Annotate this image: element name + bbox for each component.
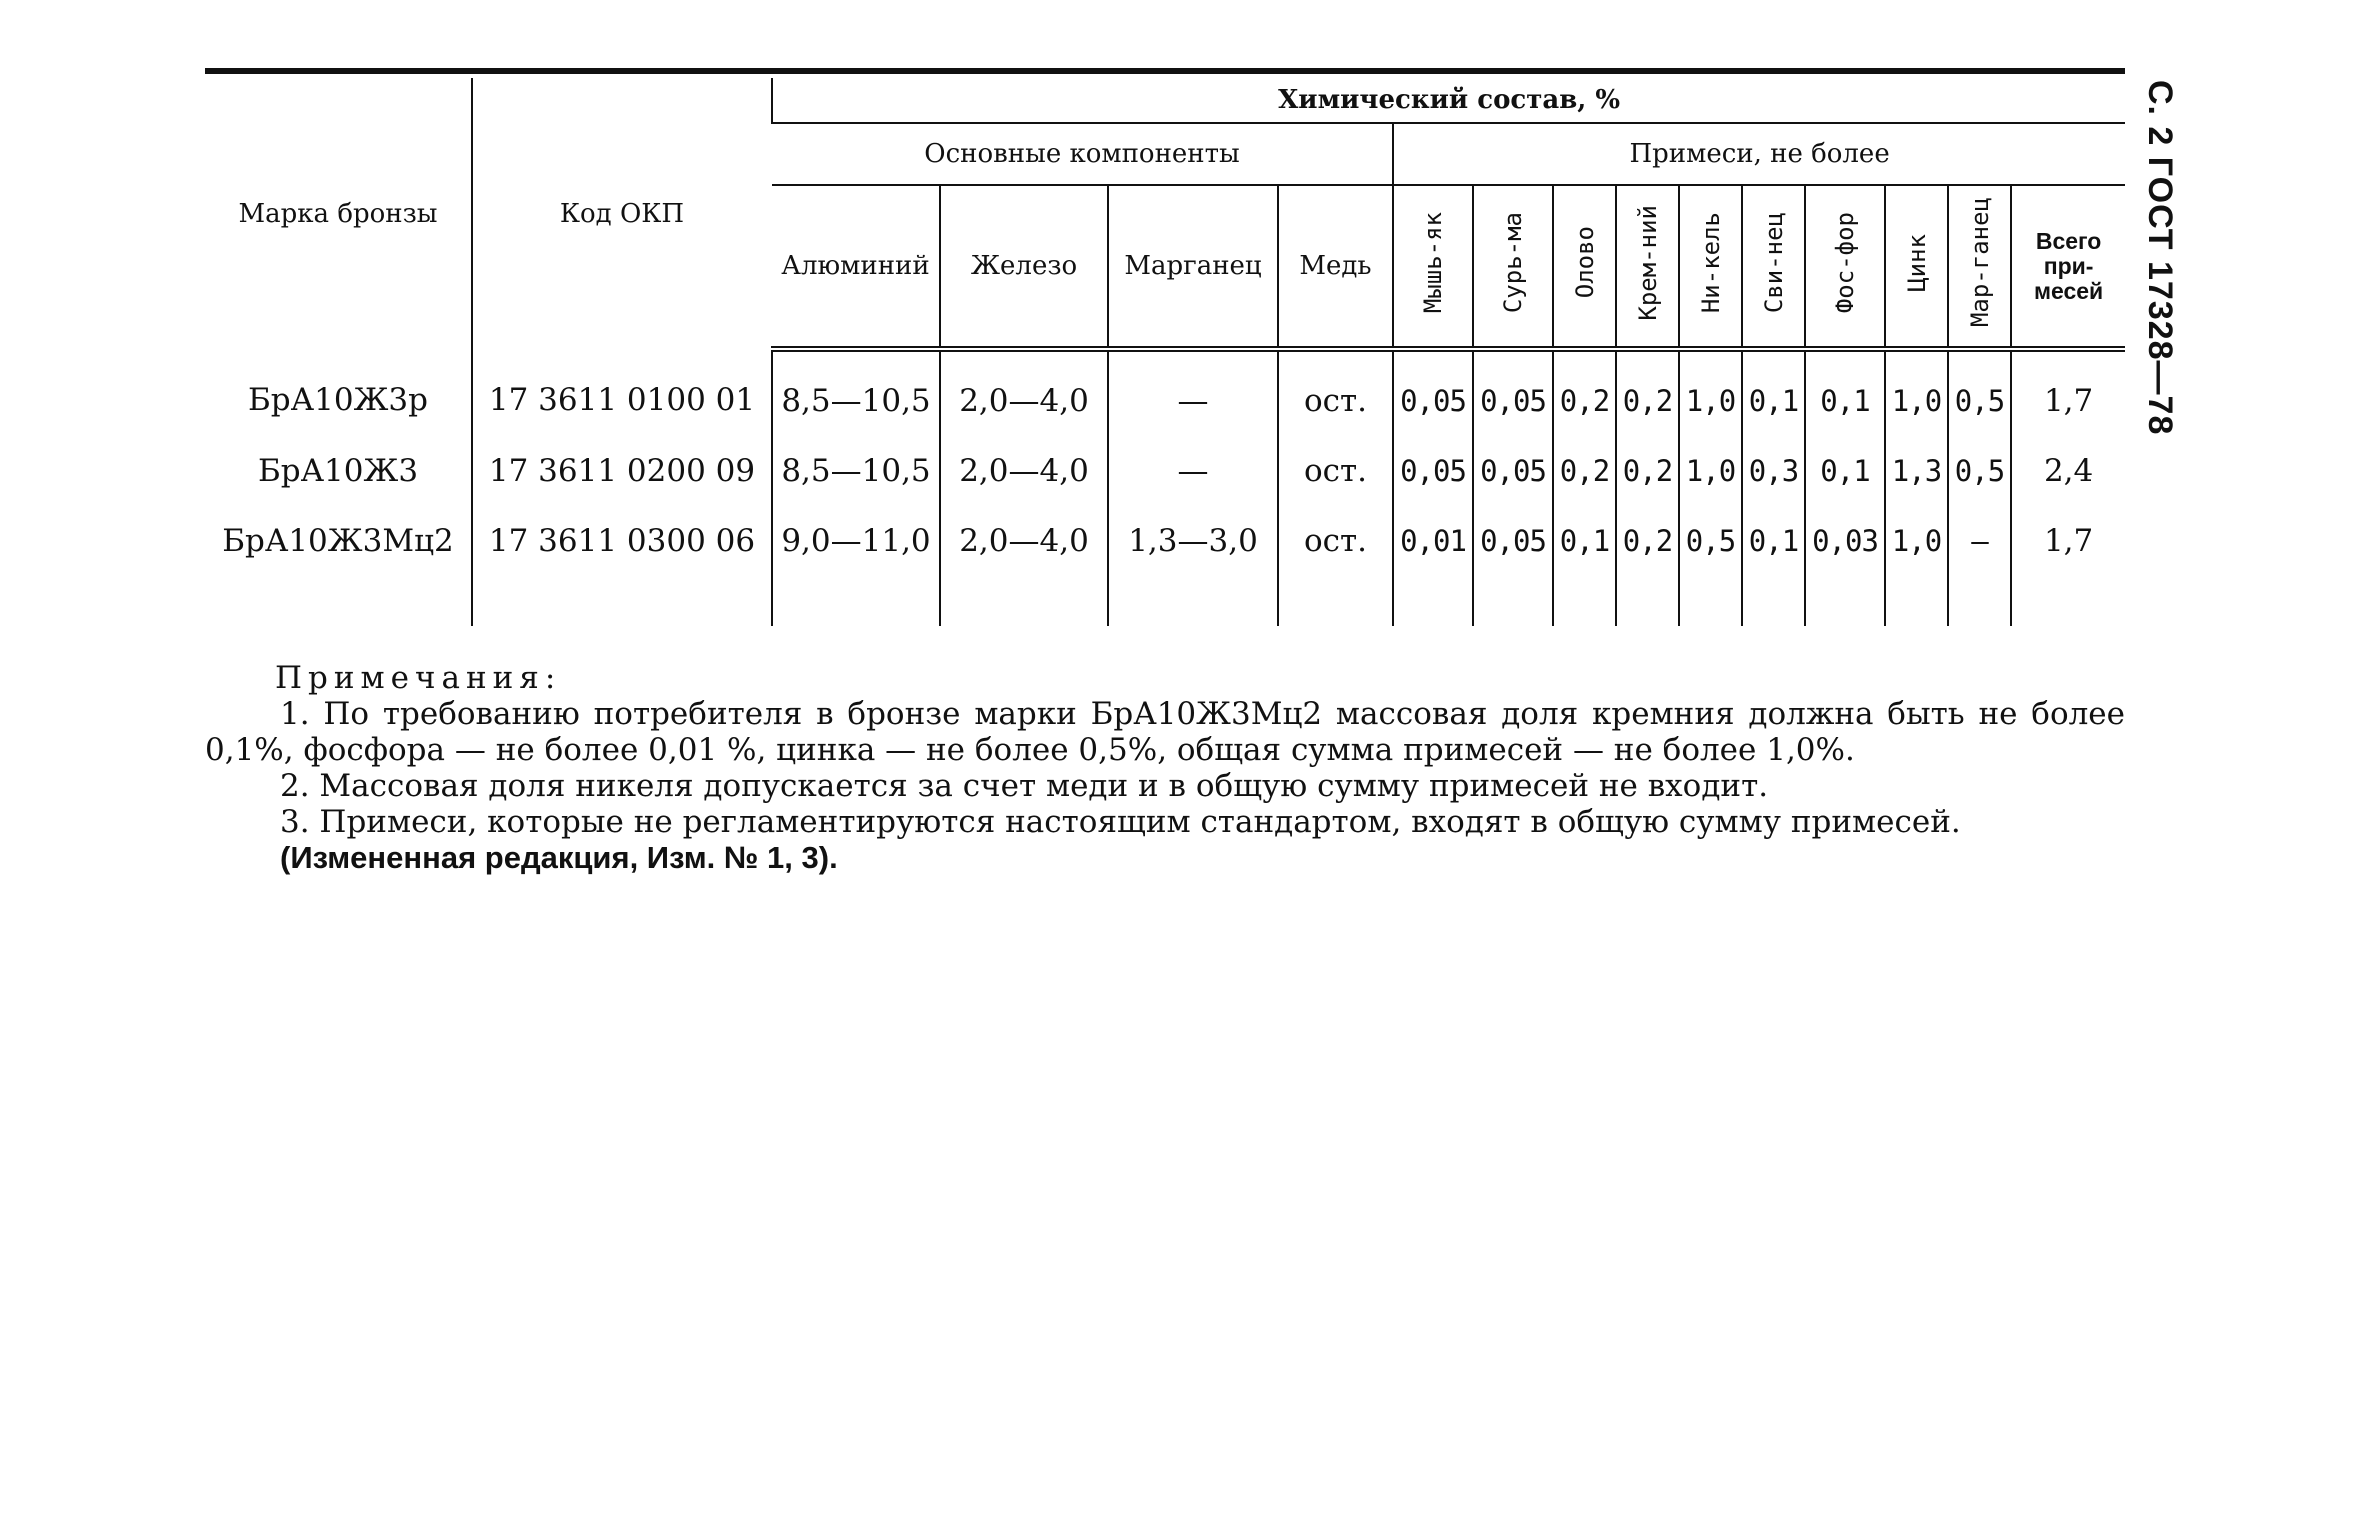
- table-row: [205, 506, 2125, 576]
- cell-tin: 0,1: [1553, 506, 1616, 576]
- cell-copper: ост.: [1278, 506, 1393, 576]
- cell-silicon: 0,2: [1616, 349, 1679, 436]
- cell-nickel: 1,0: [1679, 349, 1742, 436]
- edit-note: (Измененная редакция, Изм. № 1, 3).: [280, 840, 838, 875]
- col-header-tin: Олово: [1553, 185, 1616, 349]
- cell-arsenic: 0,05: [1393, 349, 1473, 436]
- cell-iron: 2,0—4,0: [940, 349, 1108, 436]
- cell-aluminium: 8,5—10,5: [772, 436, 940, 506]
- cell-lead: 0,1: [1742, 349, 1805, 436]
- col-header-phosphorus: Фос-фор: [1805, 185, 1885, 349]
- cell-phosphorus: 0,1: [1805, 436, 1885, 506]
- cell-total: 1,7: [2011, 506, 2125, 576]
- cell-phosphorus: 0,1: [1805, 349, 1885, 436]
- cell-arsenic: 0,01: [1393, 506, 1473, 576]
- cell-total: 2,4: [2011, 436, 2125, 506]
- cell-okp: 17 3611 0200 09: [472, 436, 772, 506]
- cell-manganese-impurity: 0,5: [1948, 436, 2011, 506]
- impurities-header: Примеси, не более: [1393, 123, 2125, 185]
- col-header-manganese-impurity: Мар-ганец: [1948, 185, 2011, 349]
- cell-manganese: —: [1108, 436, 1278, 506]
- page-header: [2130, 80, 2190, 436]
- cell-copper: ост.: [1278, 436, 1393, 506]
- cell-grade: БрА10Ж3Мц2: [222, 523, 454, 559]
- cell-lead: 0,3: [1742, 436, 1805, 506]
- note-item-1: 1. По требованию потребителя в бронзе марки БрА10Ж3Мц2 массовая доля кремния должна быть не более 0,1%, фосфора — не более 0,01 %, цинка — не более 0,5%, общая сумма примесей — не более 1,0%.: [205, 696, 2125, 768]
- cell-antimony: 0,05: [1473, 349, 1553, 436]
- cell-antimony: 0,05: [1473, 506, 1553, 576]
- table-top-rule: [205, 68, 2125, 74]
- composition-table: [205, 78, 2125, 626]
- cell-antimony: 0,05: [1473, 436, 1553, 506]
- notes-title: Примечания:: [275, 660, 562, 696]
- table-row: [205, 436, 2125, 506]
- col-header-manganese: Марганец: [1108, 185, 1278, 349]
- note-item-2: 2. Массовая доля никеля допускается за счет меди и в общую сумму примесей не входит.: [280, 768, 1769, 804]
- cell-silicon: 0,2: [1616, 506, 1679, 576]
- col-header-aluminium: Алюминий: [772, 185, 940, 349]
- cell-manganese: 1,3—3,0: [1108, 506, 1278, 576]
- main-components-header: Основные компоненты: [772, 123, 1393, 185]
- col-header-total-impurities: Всего при-месей: [2011, 185, 2125, 349]
- col-header-zinc: Цинк: [1885, 185, 1948, 349]
- cell-tin: 0,2: [1553, 349, 1616, 436]
- col-header-copper: Медь: [1278, 185, 1393, 349]
- cell-tin: 0,2: [1553, 436, 1616, 506]
- cell-iron: 2,0—4,0: [940, 506, 1108, 576]
- note-item-3: 3. Примеси, которые не регламентируются настоящим стандартом, входят в общую сумму примесей.: [280, 804, 1961, 840]
- cell-arsenic: 0,05: [1393, 436, 1473, 506]
- cell-nickel: 0,5: [1679, 506, 1742, 576]
- cell-lead: 0,1: [1742, 506, 1805, 576]
- cell-zinc: 1,0: [1885, 349, 1948, 436]
- cell-silicon: 0,2: [1616, 436, 1679, 506]
- table-row: [205, 349, 2125, 436]
- col-header-grade: Марка бронзы: [238, 198, 438, 229]
- cell-aluminium: 9,0—11,0: [772, 506, 940, 576]
- table-spacer-row: [205, 576, 2125, 626]
- page-header-text: С. 2 ГОСТ 17328—78: [2141, 80, 2179, 436]
- cell-manganese-impurity: 0,5: [1948, 349, 2011, 436]
- cell-copper: ост.: [1278, 349, 1393, 436]
- cell-grade: БрА10Ж3: [257, 453, 419, 489]
- chem-composition-header: Химический состав, %: [772, 78, 2125, 123]
- col-header-arsenic: Мышь-як: [1393, 185, 1473, 349]
- col-header-okp: Код ОКП: [472, 78, 772, 349]
- col-header-antimony: Сурь-ма: [1473, 185, 1553, 349]
- col-header-iron: Железо: [940, 185, 1108, 349]
- cell-okp: 17 3611 0100 01: [472, 349, 772, 436]
- cell-phosphorus: 0,03: [1805, 506, 1885, 576]
- col-header-nickel: Ни-кель: [1679, 185, 1742, 349]
- col-header-silicon: Крем-ний: [1616, 185, 1679, 349]
- cell-aluminium: 8,5—10,5: [772, 349, 940, 436]
- cell-nickel: 1,0: [1679, 436, 1742, 506]
- cell-iron: 2,0—4,0: [940, 436, 1108, 506]
- cell-grade: БрА10Ж3р: [248, 381, 428, 418]
- cell-okp: 17 3611 0300 06: [472, 506, 772, 576]
- notes-section: [205, 660, 2125, 876]
- cell-total: 1,7: [2011, 349, 2125, 436]
- cell-manganese: —: [1108, 349, 1278, 436]
- col-header-lead: Сви-нец: [1742, 185, 1805, 349]
- cell-manganese-impurity: —: [1948, 506, 2011, 576]
- cell-zinc: 1,3: [1885, 436, 1948, 506]
- cell-zinc: 1,0: [1885, 506, 1948, 576]
